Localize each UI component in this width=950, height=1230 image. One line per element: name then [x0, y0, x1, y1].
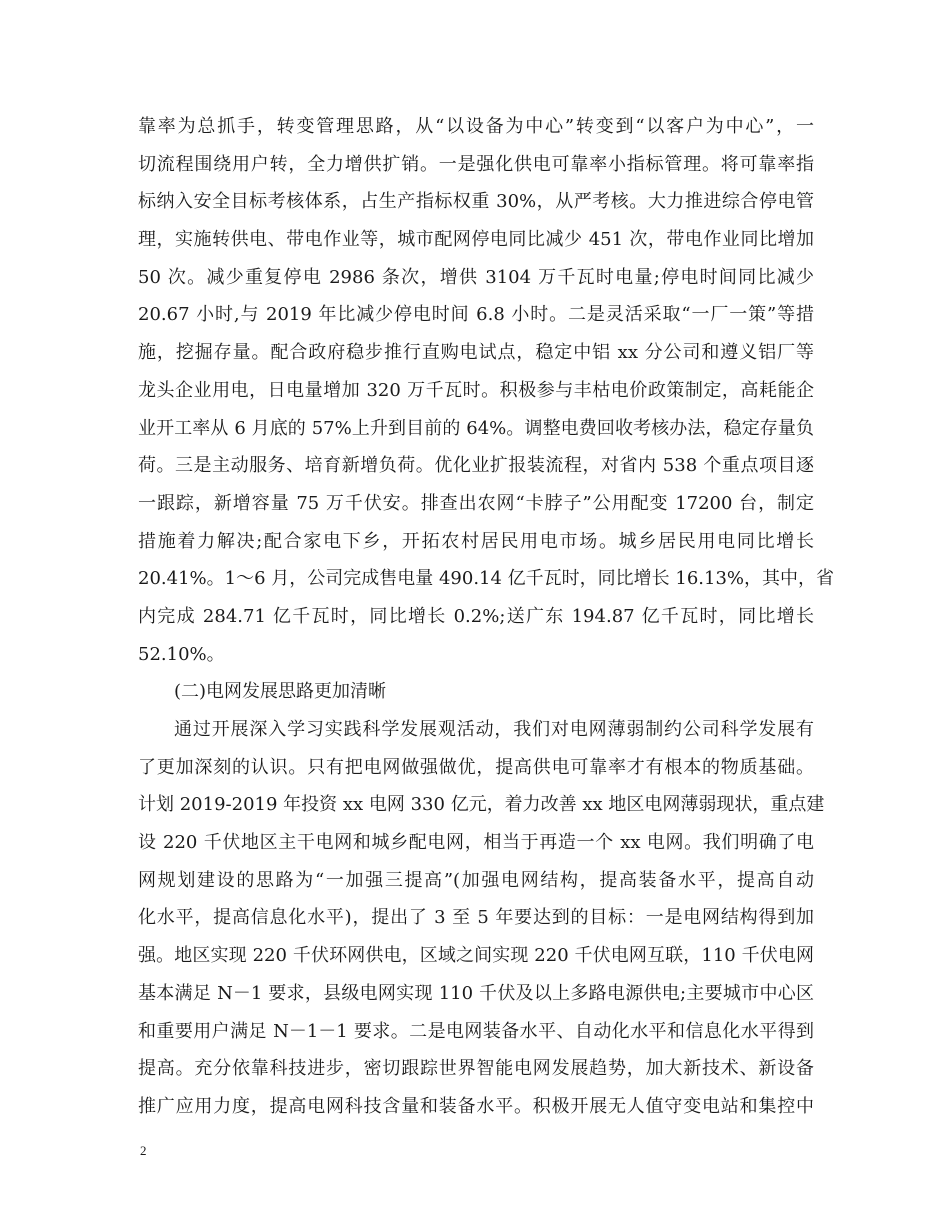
paragraph-1-line-4: 理，实施转供电、带电作业等，城市配网停电同比减少 451 次，带电作业同比增加 — [138, 229, 814, 251]
paragraph-1-line-14: 内完成 284.71 亿千瓦时，同比增长 0.2%;送广东 194.87 亿千瓦时，同比增长 — [138, 605, 814, 627]
page-number: 2 — [140, 1143, 147, 1158]
paragraph-2-line-7: 强。地区实现 220 千伏环网供电，区域之间实现 220 千伏电网互联，110 千伏电网 — [138, 945, 814, 967]
paragraph-2-line-6: 化水平，提高信息化水平)，提出了 3 至 5 年要达到的目标：一是电网结构得到加 — [138, 907, 814, 929]
paragraph-2-line-4: 设 220 千伏地区主干电网和城乡配电网，相当于再造一个 xx 电网。我们明确了电 — [138, 832, 814, 854]
paragraph-1-line-13: 20.41%。1～6 月，公司完成售电量 490.14 亿千瓦时，同比增长 16.13%，其中，省 — [138, 568, 835, 590]
paragraph-1-line-3: 标纳入安全目标考核体系，占生产指标权重 30%，从严考核。大力推进综合停电管 — [138, 191, 814, 213]
paragraph-1-line-11: 一跟踪，新增容量 75 万千伏安。排查出农网“卡脖子”公用配变 17200 台，制定 — [138, 492, 814, 514]
paragraph-1-line-7: 施，挖掘存量。配合政府稳步推行直购电试点，稳定中铝 xx 分公司和遵义铝厂等 — [138, 342, 814, 364]
paragraph-1-line-5: 50 次。减少重复停电 2986 条次，增供 3104 万千瓦时电量;停电时间同比减少 — [138, 266, 814, 288]
paragraph-1-line-10: 荷。三是主动服务、培育新增负荷。优化业扩报装流程，对省内 538 个重点项目逐 — [138, 455, 814, 477]
paragraph-2-line-9: 和重要用户满足 N－1－1 要求。二是电网装备水平、自动化水平和信息化水平得到 — [138, 1020, 814, 1042]
paragraph-1-line-6: 20.67 小时,与 2019 年比减少停电时间 6.8 小时。二是灵活采取“一厂一策”等措 — [138, 304, 814, 326]
paragraph-2-line-2: 了更加深刻的认识。只有把电网做强做优，提高供电可靠率才有根本的物质基础。 — [138, 756, 814, 778]
document-body — [138, 108, 835, 1126]
paragraph-1-line-15: 52.10%。 — [138, 643, 225, 665]
paragraph-2-line-8: 基本满足 N－1 要求，县级电网实现 110 千伏及以上多路电源供电;主要城市中心区 — [138, 982, 814, 1004]
paragraph-1-line-2: 切流程围绕用户转，全力增供扩销。一是强化供电可靠率小指标管理。将可靠率指 — [138, 153, 814, 175]
paragraph-1-line-8: 龙头企业用电，日电量增加 320 万千瓦时。积极参与丰枯电价政策制定，高耗能企 — [138, 379, 814, 401]
paragraph-2-line-1: 通过开展深入学习实践科学发展观活动，我们对电网薄弱制约公司科学发展有 — [174, 719, 814, 740]
paragraph-2-line-5: 网规划建设的思路为“一加强三提高”(加强电网结构，提高装备水平，提高自动 — [138, 869, 814, 891]
paragraph-2-line-11: 推广应用力度，提高电网科技含量和装备水平。积极开展无人值守变电站和集控中 — [138, 1095, 814, 1117]
paragraph-1-line-9: 业开工率从 6 月底的 57%上升到目前的 64%。调整电费回收考核办法，稳定存量负 — [138, 417, 814, 439]
paragraph-2-line-10: 提高。充分依靠科技进步，密切跟踪世界智能电网发展趋势，加大新技术、新设备 — [138, 1058, 814, 1080]
section-heading: (二)电网发展思路更加清晰 — [174, 681, 387, 703]
paragraph-2-line-3: 计划 2019-2019 年投资 xx 电网 330 亿元，着力改善 xx 地区电网薄弱现状，重点建 — [138, 794, 825, 816]
paragraph-1-line-1: 靠率为总抓手，转变管理思路，从“以设备为中心”转变到“以客户为中心”，一 — [138, 116, 814, 137]
paragraph-1-line-12: 措施着力解决;配合家电下乡，开拓农村居民用电市场。城乡居民用电同比增长 — [138, 530, 814, 552]
